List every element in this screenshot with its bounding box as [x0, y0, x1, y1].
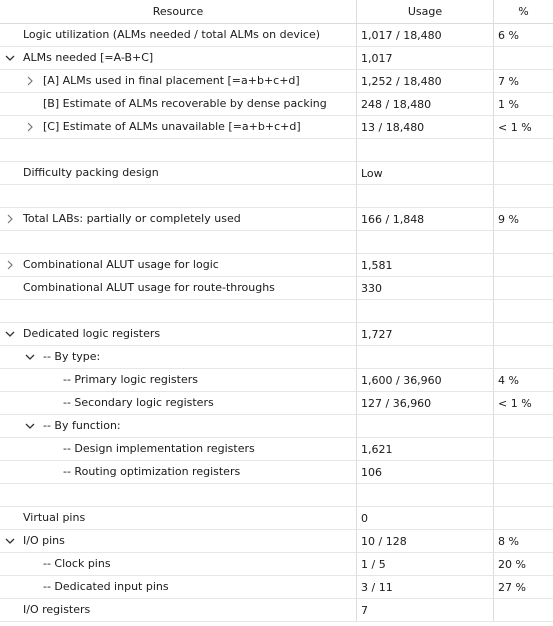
table-row[interactable]: [0, 93, 553, 116]
percent-cell: < 1 %: [498, 120, 532, 134]
usage-cell: 1,727: [357, 323, 494, 345]
table-body: [0, 24, 553, 622]
percent-cell: [494, 254, 553, 276]
table-row[interactable]: [0, 162, 553, 185]
usage-cell: [357, 139, 494, 161]
table-row[interactable]: [0, 392, 553, 415]
column-header-usage-label: Usage: [407, 5, 443, 18]
percent-cell: 27 %: [498, 580, 526, 594]
resource-cell: [0, 70, 357, 92]
usage-cell: 248 / 18,480: [357, 93, 494, 115]
resource-label: Logic utilization (ALMs needed / total ALMs on device): [23, 28, 321, 41]
table-row[interactable]: [0, 415, 553, 438]
usage-cell: [357, 346, 494, 368]
resource-label: [A] ALMs used in final placement [=a+b+c+d]: [43, 74, 300, 87]
table-row[interactable]: [0, 484, 553, 507]
resource-label: -- Secondary logic registers: [63, 396, 214, 409]
percent-cell: [494, 47, 553, 69]
usage-cell: [357, 300, 494, 322]
table-row[interactable]: [0, 139, 553, 162]
table-row[interactable]: [0, 24, 553, 47]
usage-cell: [357, 415, 494, 437]
usage-cell: 3 / 11: [357, 576, 494, 598]
column-header-resource[interactable]: [0, 0, 357, 23]
resource-cell: [0, 254, 357, 276]
table-row[interactable]: [0, 70, 553, 93]
resource-label: Total LABs: partially or completely used: [23, 212, 241, 225]
percent-cell: [494, 599, 553, 621]
percent-cell: [494, 323, 553, 345]
collapse-chevron-right-icon[interactable]: [24, 75, 36, 87]
usage-cell: [357, 185, 494, 207]
expand-chevron-down-icon[interactable]: [24, 351, 36, 363]
usage-cell: 1,581: [357, 254, 494, 276]
resource-label: Dedicated logic registers: [23, 327, 161, 340]
resource-cell: [0, 116, 357, 138]
percent-cell: [494, 185, 553, 207]
usage-cell: [357, 484, 494, 506]
resource-cell: [0, 24, 357, 46]
percent-cell: [494, 438, 553, 460]
percent-cell: [494, 277, 553, 299]
percent-cell: [494, 415, 553, 437]
column-header-resource-label: Resource: [152, 5, 204, 18]
resource-cell: [0, 392, 357, 414]
resource-cell: [0, 47, 357, 69]
table-row[interactable]: [0, 530, 553, 553]
collapse-chevron-right-icon[interactable]: [24, 121, 36, 133]
table-row[interactable]: [0, 231, 553, 254]
resource-label: [C] Estimate of ALMs unavailable [=a+b+c+d]: [43, 120, 301, 133]
column-header-usage[interactable]: [357, 0, 494, 23]
percent-cell: [494, 139, 553, 161]
resource-cell: [0, 139, 357, 161]
resource-cell: [0, 438, 357, 460]
resource-label: Combinational ALUT usage for logic: [23, 258, 219, 271]
percent-cell: < 1 %: [498, 396, 532, 410]
table-row[interactable]: [0, 576, 553, 599]
usage-cell: 13 / 18,480: [357, 116, 494, 138]
percent-cell: 6 %: [498, 28, 519, 42]
resource-cell: [0, 553, 357, 575]
resource-label: -- By function:: [43, 419, 121, 432]
table-row[interactable]: [0, 323, 553, 346]
resource-cell: [0, 530, 357, 552]
resource-cell: [0, 461, 357, 483]
column-header-percent[interactable]: [494, 0, 553, 23]
percent-cell: [494, 461, 553, 483]
percent-cell: 9 %: [498, 212, 519, 226]
percent-cell: [494, 484, 553, 506]
table-row[interactable]: [0, 208, 553, 231]
resource-cell: [0, 162, 357, 184]
table-row[interactable]: [0, 47, 553, 70]
usage-cell: 1,621: [357, 438, 494, 460]
resource-label: -- By type:: [43, 350, 101, 363]
table-row[interactable]: [0, 116, 553, 139]
usage-cell: 1,017: [357, 47, 494, 69]
resource-label: -- Clock pins: [43, 557, 111, 570]
usage-cell: 330: [357, 277, 494, 299]
usage-cell: 10 / 128: [357, 530, 494, 552]
collapse-chevron-right-icon[interactable]: [4, 213, 16, 225]
resource-label: -- Dedicated input pins: [43, 580, 169, 593]
resource-cell: [0, 599, 357, 621]
expand-chevron-down-icon[interactable]: [4, 535, 16, 547]
resource-cell: [0, 231, 357, 253]
table-header: [0, 0, 553, 24]
usage-cell: 7: [357, 599, 494, 621]
resource-label: I/O registers: [23, 603, 91, 616]
percent-cell: [494, 507, 553, 529]
resource-label: Difficulty packing design: [23, 166, 159, 179]
resource-label: -- Design implementation registers: [63, 442, 255, 455]
usage-cell: 1,017 / 18,480: [357, 24, 494, 46]
percent-cell: 1 %: [498, 97, 519, 111]
table-row[interactable]: [0, 369, 553, 392]
usage-cell: 127 / 36,960: [357, 392, 494, 414]
resource-cell: [0, 369, 357, 391]
resource-cell: [0, 185, 357, 207]
percent-cell: 8 %: [498, 534, 519, 548]
resource-cell: [0, 93, 357, 115]
resource-cell: [0, 484, 357, 506]
resource-cell: [0, 415, 357, 437]
resource-label: Combinational ALUT usage for route-throughs: [23, 281, 275, 294]
resource-cell: [0, 300, 357, 322]
resource-label: ALMs needed [=A-B+C]: [23, 51, 154, 64]
table-row[interactable]: [0, 300, 553, 323]
table-row[interactable]: [0, 254, 553, 277]
percent-cell: [494, 231, 553, 253]
percent-cell: [494, 346, 553, 368]
resource-cell: [0, 507, 357, 529]
usage-cell: 1 / 5: [357, 553, 494, 575]
table-row[interactable]: [0, 553, 553, 576]
column-header-percent-label: %: [518, 5, 529, 18]
resource-cell: [0, 277, 357, 299]
expand-chevron-down-icon[interactable]: [4, 328, 16, 340]
resource-cell: [0, 323, 357, 345]
percent-cell: 4 %: [498, 373, 519, 387]
resource-label: -- Primary logic registers: [63, 373, 198, 386]
expand-chevron-down-icon[interactable]: [4, 52, 16, 64]
usage-cell: [357, 231, 494, 253]
percent-cell: [494, 162, 553, 184]
percent-cell: 7 %: [498, 74, 519, 88]
table-row[interactable]: [0, 507, 553, 530]
resource-label: -- Routing optimization registers: [63, 465, 241, 478]
table-row[interactable]: [0, 438, 553, 461]
table-row[interactable]: [0, 461, 553, 484]
usage-cell: 1,252 / 18,480: [357, 70, 494, 92]
usage-cell: Low: [357, 162, 494, 184]
resource-cell: [0, 346, 357, 368]
resource-label: [B] Estimate of ALMs recoverable by dense packing: [43, 97, 327, 110]
expand-chevron-down-icon[interactable]: [24, 420, 36, 432]
table-row[interactable]: [0, 185, 553, 208]
percent-cell: 20 %: [498, 557, 526, 571]
resource-cell: [0, 208, 357, 230]
collapse-chevron-right-icon[interactable]: [4, 259, 16, 271]
table-row[interactable]: [0, 346, 553, 369]
usage-cell: 166 / 1,848: [357, 208, 494, 230]
usage-cell: 106: [357, 461, 494, 483]
usage-cell: 0: [357, 507, 494, 529]
table-row[interactable]: [0, 599, 553, 622]
resource-label: Virtual pins: [23, 511, 86, 524]
resource-label: I/O pins: [23, 534, 65, 547]
table-row[interactable]: [0, 277, 553, 300]
percent-cell: [494, 300, 553, 322]
usage-cell: 1,600 / 36,960: [357, 369, 494, 391]
resource-cell: [0, 576, 357, 598]
